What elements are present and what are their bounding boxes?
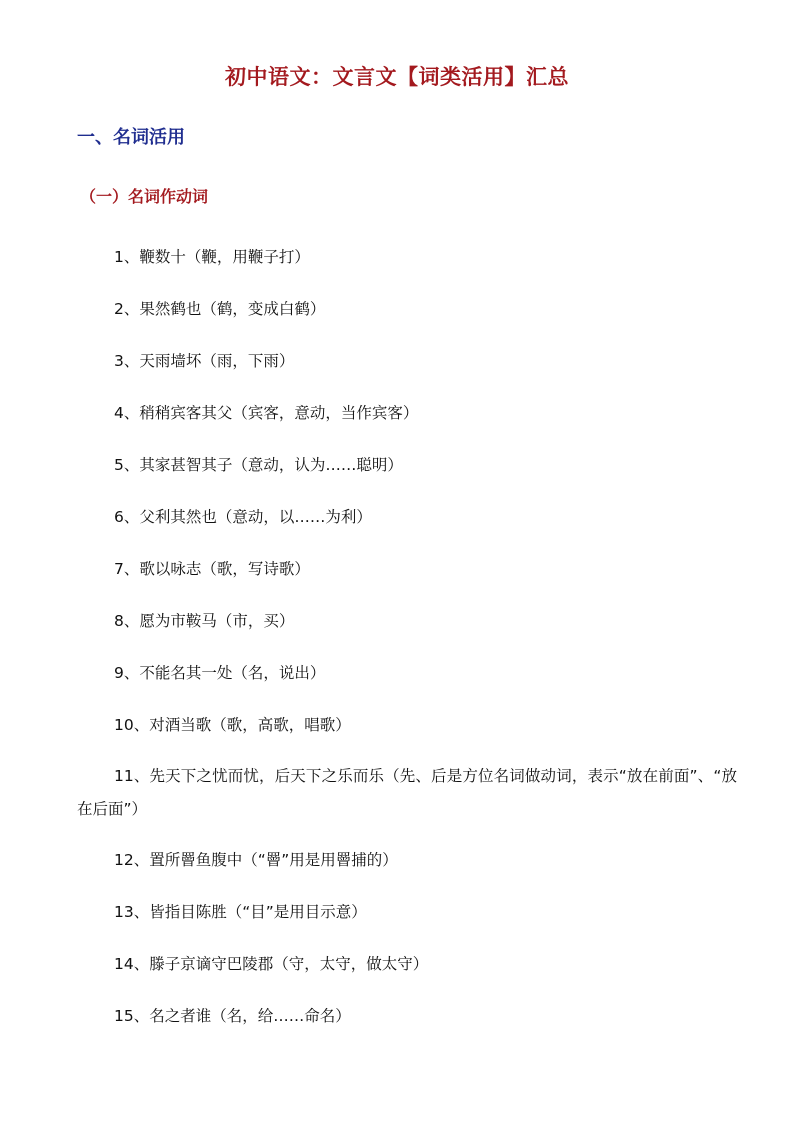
list-item: 10、对酒当歌（歌，高歌，唱歌） — [114, 716, 351, 734]
document-title: 初中语文：文言文【词类活用】汇总 — [225, 64, 569, 89]
subsection-heading: （一）名词作动词 — [80, 187, 209, 206]
list-item: 8、愿为市鞍马（市，买） — [114, 612, 295, 630]
list-item: 6、父利其然也（意动，以……为利） — [114, 508, 372, 526]
section-heading: 一、名词活用 — [77, 127, 185, 148]
list-item: 12、置所罾鱼腹中（“罾”用是用罾捕的） — [114, 851, 398, 869]
list-item: 14、滕子京谪守巴陵郡（守，太守，做太守） — [114, 955, 429, 973]
list-item: 1、鞭数十（鞭，用鞭子打） — [114, 248, 310, 266]
list-item: 15、名之者谁（名，给……命名） — [114, 1007, 351, 1025]
list-item: 2、果然鹤也（鹤，变成白鹤） — [114, 300, 326, 318]
list-item: 4、稍稍宾客其父（宾客，意动，当作宾客） — [114, 404, 419, 422]
list-item: 7、歌以咏志（歌，写诗歌） — [114, 560, 310, 578]
list-item: 11、先天下之忧而忧，后天下之乐而乐（先、后是方位名词做动词，表示“放在前面”、“放在后面”） — [77, 767, 737, 818]
list-item: 9、不能名其一处（名，说出） — [114, 664, 326, 682]
list-item: 3、天雨墙坏（雨，下雨） — [114, 352, 295, 370]
list-item: 5、其家甚智其子（意动，认为……聪明） — [114, 456, 403, 474]
example-list — [77, 244, 737, 1055]
list-item: 13、皆指目陈胜（“目”是用目示意） — [114, 903, 367, 921]
